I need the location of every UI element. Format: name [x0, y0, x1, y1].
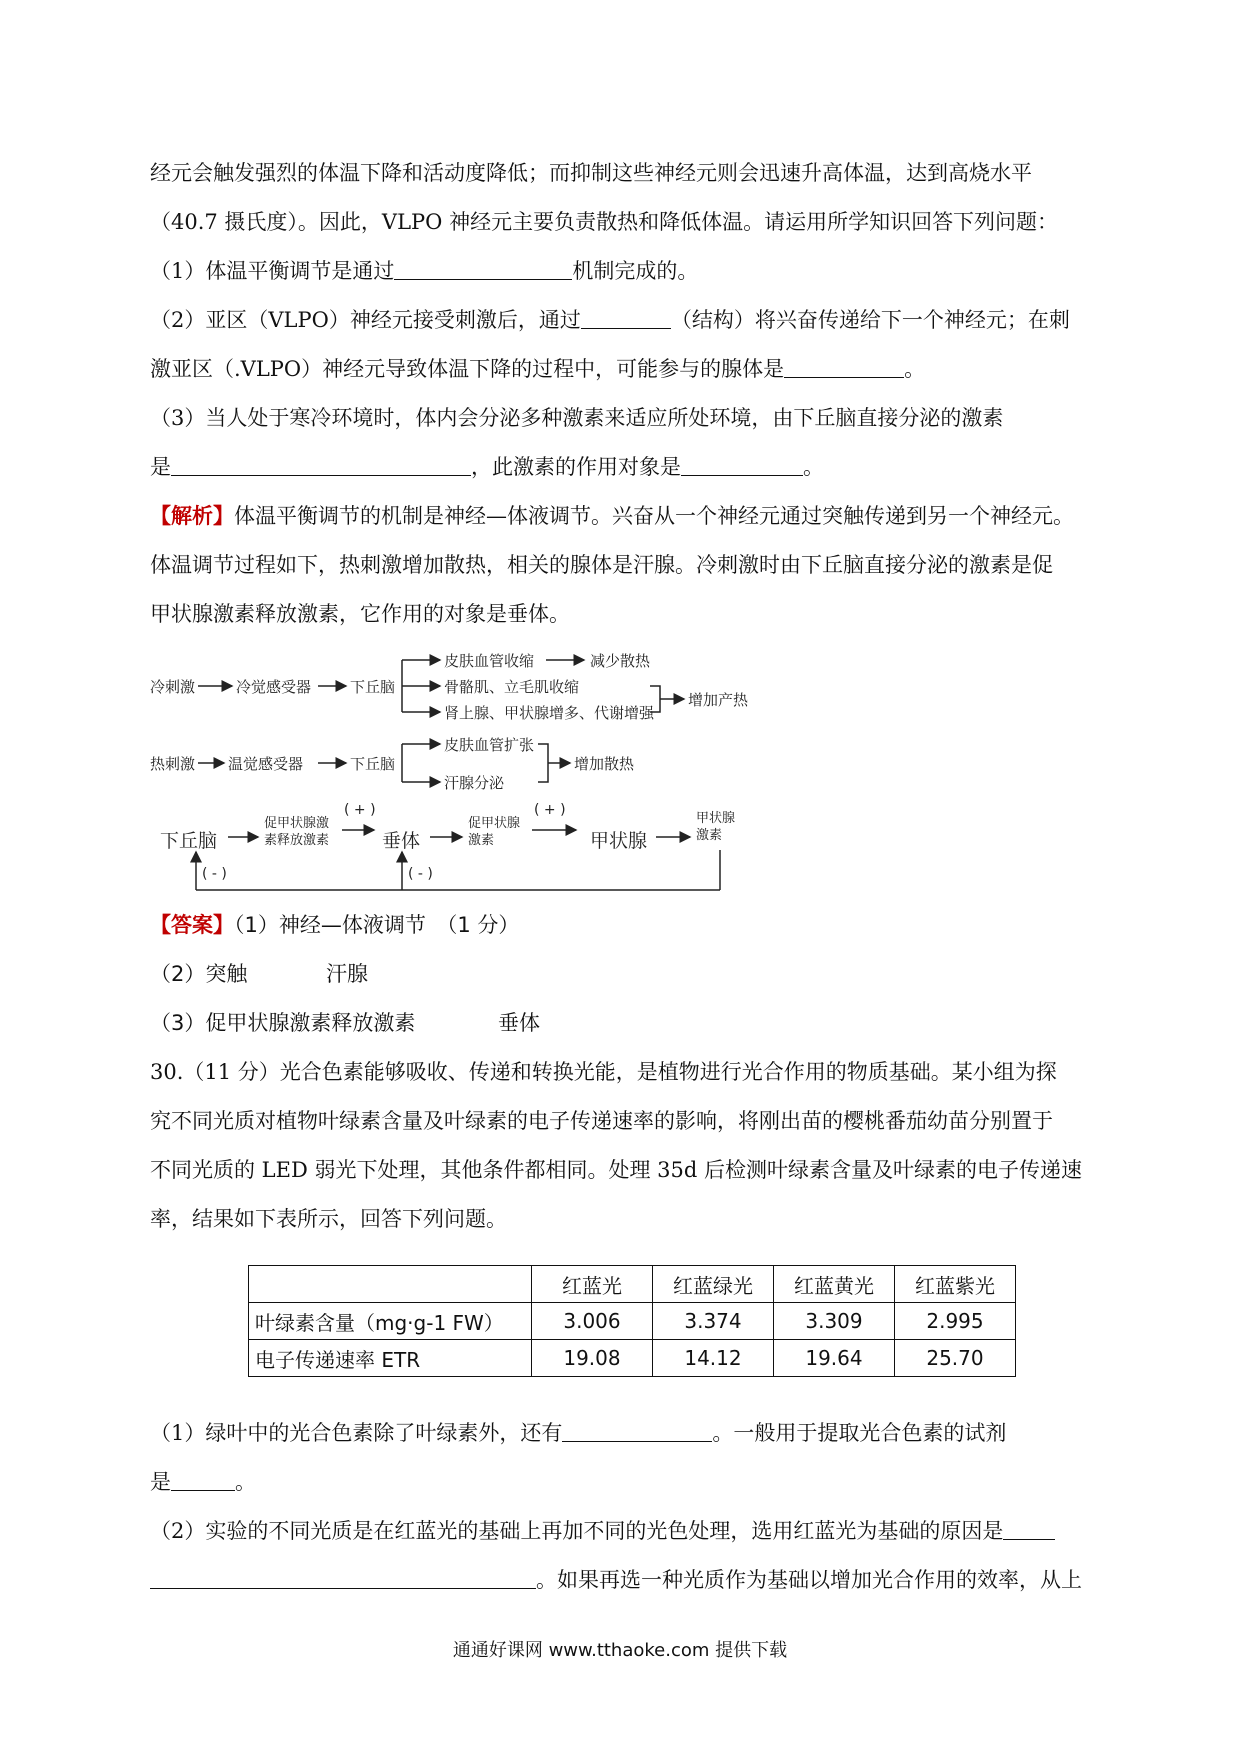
table-header-cell: 红蓝绿光	[653, 1266, 774, 1303]
axis-tsh	[468, 815, 520, 849]
q30-line-1: 30.（11 分）光合色素能够吸收、传递和转换光能，是植物进行光合作用的物质基础。某小组为探	[150, 1060, 1057, 1084]
sub-question-1-text: （1）绿叶中的光合色素除了叶绿素外，还有	[150, 1421, 563, 1445]
results-table	[248, 1265, 1016, 1377]
hot-receptor: 温觉感受器	[228, 755, 304, 773]
axis-plus-2: ( + )	[534, 802, 566, 818]
question-3: （3）当人处于寒冷环境时，体内会分泌多种激素来适应所处环境，由下丘脑直接分泌的激素	[150, 406, 1004, 430]
axis-minus-2: ( - )	[408, 866, 433, 882]
table-cell: 2.995	[895, 1303, 1016, 1340]
cold-hypothalamus: 下丘脑	[350, 678, 396, 696]
sub-question-2	[150, 1516, 1055, 1546]
axis-trh	[264, 815, 329, 849]
axis-thyroid: 甲状腺	[590, 830, 648, 852]
analysis-line-2: 体温调节过程如下，热刺激增加散热，相关的腺体是汗腺。冷刺激时由下丘脑直接分泌的激素是促	[150, 553, 1053, 577]
answer-2-value: 汗腺	[326, 962, 368, 986]
axis-hypothalamus: 下丘脑	[160, 830, 218, 852]
table-header-cell: 红蓝光	[532, 1266, 653, 1303]
cold-effect-vasoconstriction: 皮肤血管收缩	[444, 652, 535, 670]
axis-th-line-2: 激素	[696, 828, 723, 843]
table-cell: 3.309	[774, 1303, 895, 1340]
axis-tsh-line-1: 促甲状腺	[468, 816, 521, 831]
sub-question-1-end: 。	[235, 1470, 256, 1494]
question-1-text: （1）体温平衡调节是通过	[150, 259, 395, 283]
table-cell: 19.08	[532, 1340, 653, 1377]
axis-pituitary: 垂体	[382, 830, 421, 852]
axis-thyroid-hormone	[696, 810, 735, 844]
sub-question-1-tail: 。一般用于提取光合色素的试剂	[712, 1421, 1007, 1445]
sub-question-1-text-2: 是	[150, 1470, 171, 1494]
cold-result-heat-production: 增加产热	[688, 691, 749, 709]
hot-effect-sweat: 汗腺分泌	[444, 774, 505, 792]
answer-blank	[150, 1566, 536, 1589]
sub-question-1	[150, 1418, 1006, 1448]
cold-effect-hormones: 肾上腺、甲状腺增多、代谢增强	[444, 704, 655, 722]
table-cell: 19.64	[774, 1340, 895, 1377]
axis-tsh-line-2: 激素	[468, 833, 495, 848]
question-3-text-2: ，此激素的作用对象是	[471, 455, 681, 479]
answer-line-2	[150, 959, 368, 989]
question-2-text: （2）亚区（VLPO）神经元接受刺激后，通过	[150, 308, 581, 332]
page-footer: 通通好课网 www.tthaoke.com 提供下载	[452, 1640, 788, 1661]
answer-blank	[1003, 1517, 1055, 1540]
table-header-cell: 红蓝黄光	[774, 1266, 895, 1303]
axis-plus-1: ( + )	[344, 802, 376, 818]
table-cell: 3.374	[653, 1303, 774, 1340]
analysis-line-3: 甲状腺激素释放激素，它作用的对象是垂体。	[150, 602, 570, 626]
q30-line-3: 不同光质的 LED 弱光下处理，其他条件都相同。处理 35d 后检测叶绿素含量及叶绿素的电子传递速	[150, 1158, 1082, 1182]
answer-line-1	[150, 910, 519, 940]
question-3-text: 是	[150, 455, 171, 479]
table-row	[249, 1303, 1016, 1340]
answer-tag: 【答案】	[150, 913, 234, 937]
q30-line-2: 究不同光质对植物叶绿素含量及叶绿素的电子传递速率的影响，将刚出苗的樱桃番茄幼苗分别置于	[150, 1109, 1053, 1133]
question-2-tail: （结构）将兴奋传递给下一个神经元；在刺	[670, 308, 1070, 332]
question-2-text-2: 激亚区（.VLPO）神经元导致体温下降的过程中，可能参与的腺体是	[150, 357, 785, 381]
q30-line-4: 率，结果如下表所示，回答下列问题。	[150, 1207, 507, 1231]
table-header-cell: 红蓝紫光	[895, 1266, 1016, 1303]
cold-effect-muscle: 骨骼肌、立毛肌收缩	[444, 678, 580, 696]
cold-result-reduce-heat-loss: 减少散热	[590, 652, 651, 670]
answer-blank	[171, 1468, 235, 1491]
answer-2-label: （2）突触	[150, 962, 248, 986]
sub-question-2-tail: 。如果再选一种光质作为基础以增加光合作用的效率，从上	[536, 1568, 1082, 1592]
answer-blank	[562, 1419, 712, 1442]
table-row-label: 叶绿素含量（mg·g-1 FW）	[249, 1303, 532, 1340]
axis-th-line-1: 甲状腺	[696, 811, 736, 826]
cold-receptor: 冷觉感受器	[236, 678, 312, 696]
question-3-end: 。	[803, 455, 824, 479]
sub-question-2-cont	[150, 1565, 1082, 1595]
axis-trh-line-1: 促甲状腺激	[264, 816, 330, 831]
intro-line-1: 经元会触发强烈的体温下降和活动度降低；而抑制这些神经元则会迅速升高体温，达到高烧水平	[150, 161, 1032, 185]
analysis-tag: 【解析】	[150, 503, 234, 528]
table-header-row	[249, 1266, 1016, 1303]
analysis-text-1: 体温平衡调节的机制是神经—体液调节。兴奋从一个神经元通过突触传递到另一个神经元。	[234, 504, 1074, 528]
table-row	[249, 1340, 1016, 1377]
intro-line-2: （40.7 摄氏度）。因此，VLPO 神经元主要负责散热和降低体温。请运用所学知识回答下列问题：	[150, 210, 1059, 234]
axis-trh-line-2: 素释放激素	[264, 833, 330, 848]
axis-minus-1: ( - )	[202, 866, 227, 882]
table-row-label: 电子传递速率 ETR	[249, 1340, 532, 1377]
question-1-tail: 机制完成的。	[572, 259, 699, 283]
table-header-cell	[249, 1266, 532, 1303]
table-cell: 25.70	[895, 1340, 1016, 1377]
sub-question-2-text: （2）实验的不同光质是在红蓝光的基础上再加不同的光色处理，选用红蓝光为基础的原因是	[150, 1519, 1004, 1543]
table-cell: 14.12	[653, 1340, 774, 1377]
answer-1: （1）神经—体液调节 （1 分）	[234, 913, 520, 937]
sub-question-1-cont	[150, 1467, 256, 1497]
cold-stimulus: 冷刺激	[150, 678, 196, 696]
hot-hypothalamus: 下丘脑	[350, 755, 396, 773]
answer-3-label: （3）促甲状腺激素释放激素	[150, 1011, 416, 1035]
answer-line-3	[150, 1008, 540, 1038]
hot-result-heat-dissipation: 增加散热	[574, 755, 635, 773]
table-cell: 3.006	[532, 1303, 653, 1340]
hot-effect-vasodilation: 皮肤血管扩张	[444, 736, 535, 754]
question-2-end: 。	[904, 357, 926, 381]
hot-stimulus: 热刺激	[150, 755, 196, 773]
answer-3-value: 垂体	[498, 1011, 540, 1035]
